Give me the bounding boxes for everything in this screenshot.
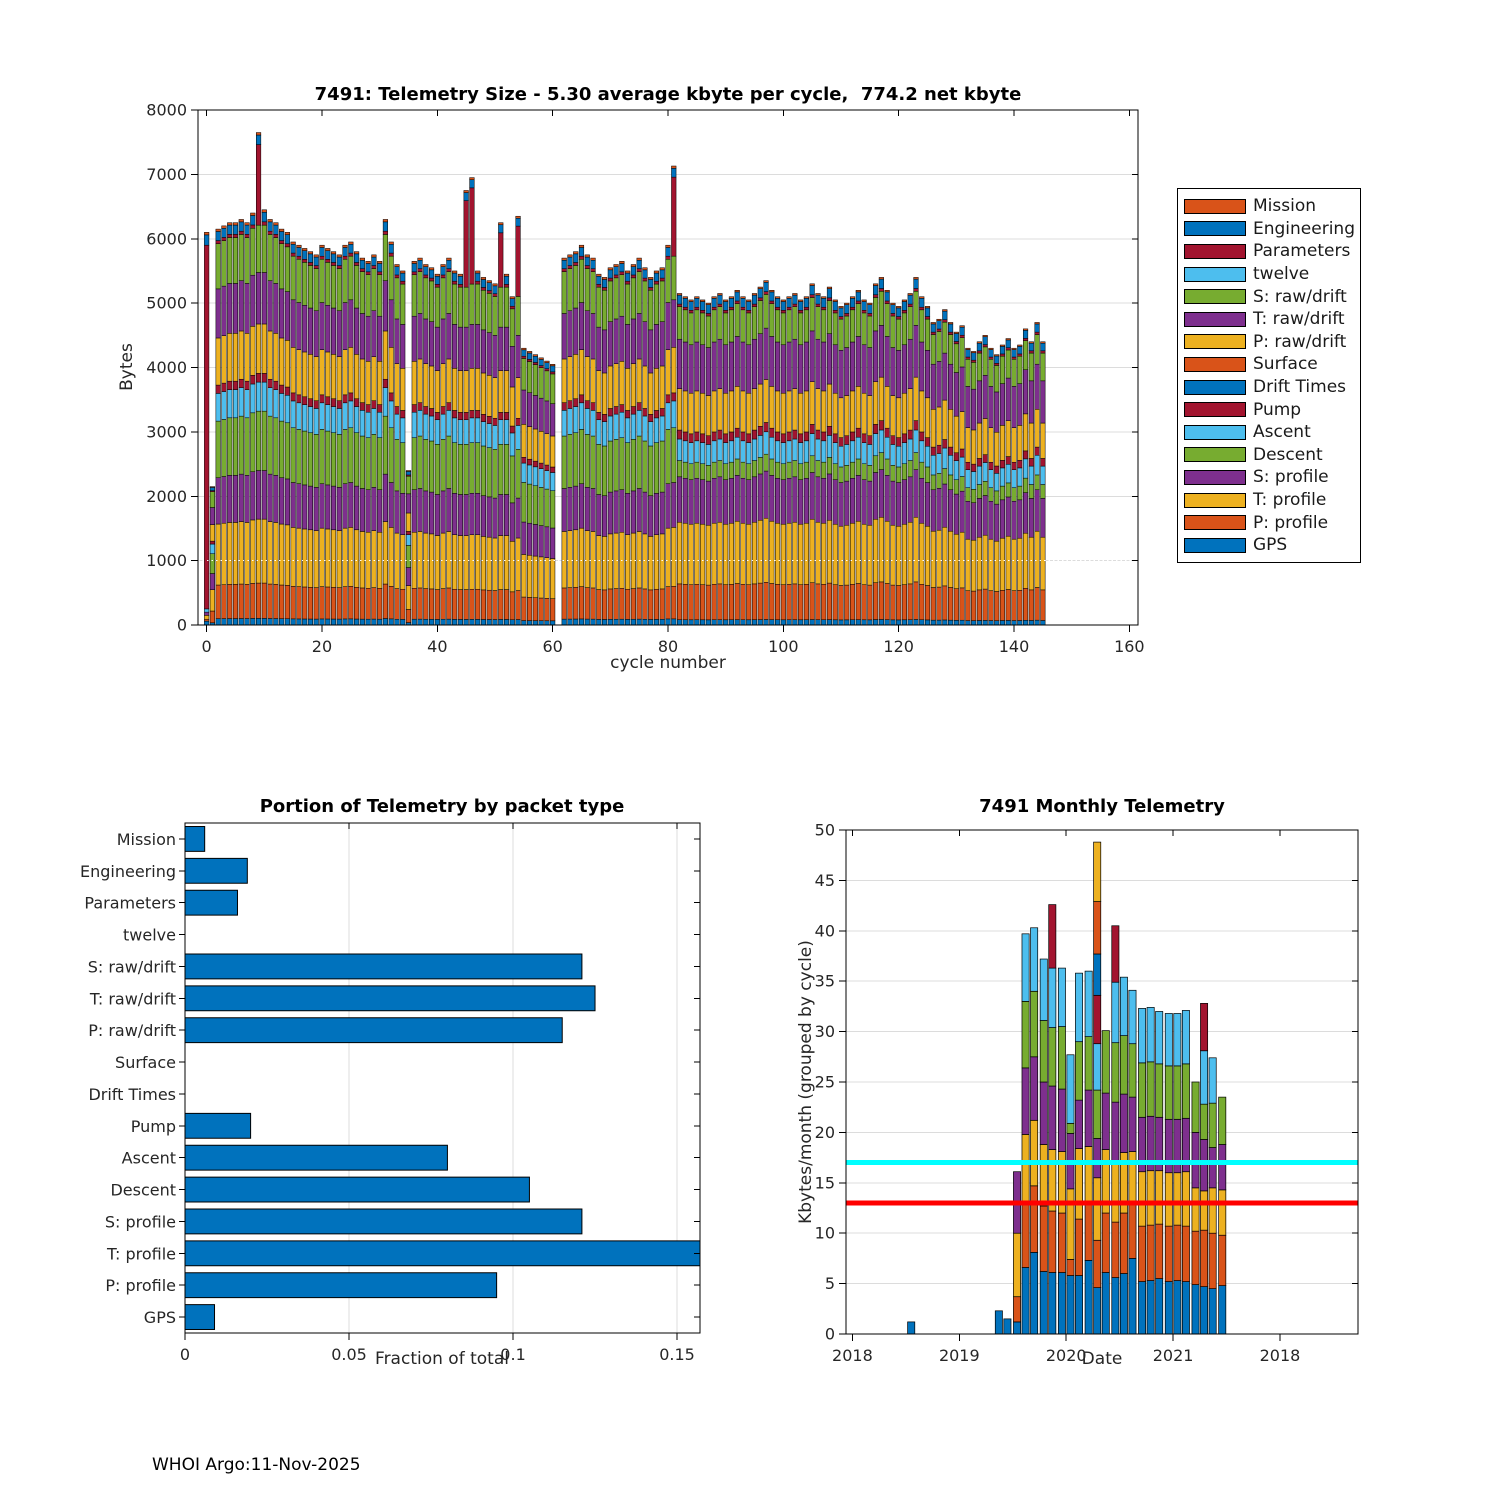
svg-text:5: 5 [824, 1274, 835, 1294]
footer-text: WHOI Argo:11-Nov-2025 [152, 1455, 361, 1475]
legend-label: Drift Times [1253, 377, 1347, 398]
svg-text:S: raw/drift: S: raw/drift [87, 957, 176, 977]
svg-text:2019: 2019 [938, 1346, 980, 1365]
svg-text:80: 80 [657, 637, 679, 656]
svg-text:50: 50 [814, 820, 835, 840]
telemetry-bars [198, 133, 1138, 625]
svg-text:8000: 8000 [146, 100, 187, 120]
svg-text:S: profile: S: profile [104, 1212, 176, 1232]
svg-text:3000: 3000 [146, 422, 187, 442]
legend-item [1184, 218, 1356, 241]
legend-swatch [1184, 402, 1246, 417]
svg-text:0.15: 0.15 [659, 1345, 695, 1364]
svg-text:2018: 2018 [832, 1346, 873, 1365]
svg-text:Descent: Descent [110, 1180, 176, 1200]
svg-text:0: 0 [179, 1345, 191, 1364]
svg-text:7000: 7000 [146, 164, 187, 184]
svg-text:120: 120 [883, 637, 914, 656]
legend-item [1184, 511, 1356, 534]
legend-swatch [1184, 267, 1246, 282]
svg-text:30: 30 [814, 1022, 835, 1042]
fraction-axis-label: Fraction of total [375, 1349, 509, 1369]
legend-swatch [1184, 470, 1246, 485]
legend-swatch [1184, 244, 1246, 259]
monthly-title: 7491 Monthly Telemetry [979, 796, 1225, 817]
legend-item [1184, 534, 1356, 557]
kbytes-axis-label: Kbytes/month (grouped by cycle) [796, 940, 816, 1224]
svg-text:2020: 2020 [1045, 1346, 1087, 1365]
svg-text:160: 160 [1114, 637, 1145, 656]
legend-item [1184, 489, 1356, 512]
legend-swatch [1184, 289, 1246, 304]
legend-label: P: raw/drift [1253, 331, 1347, 352]
legend-item [1184, 353, 1356, 376]
svg-text:0: 0 [824, 1324, 835, 1344]
svg-text:T: profile: T: profile [106, 1244, 176, 1264]
legend-item [1184, 376, 1356, 399]
svg-text:GPS: GPS [143, 1308, 176, 1328]
svg-text:15: 15 [814, 1173, 835, 1193]
legend-swatch [1184, 380, 1246, 395]
legend-item [1184, 240, 1356, 263]
legend-swatch [1184, 221, 1246, 236]
svg-text:100: 100 [768, 637, 799, 656]
svg-text:25: 25 [814, 1072, 835, 1092]
svg-text:P: profile: P: profile [105, 1276, 176, 1296]
legend-label: Engineering [1253, 218, 1355, 239]
legend-swatch [1184, 493, 1246, 508]
legend-item [1184, 466, 1356, 489]
svg-text:Engineering: Engineering [80, 861, 176, 881]
svg-text:5000: 5000 [146, 293, 187, 313]
legend-item [1184, 444, 1356, 467]
legend-swatch [1184, 447, 1246, 462]
legend-item [1184, 308, 1356, 331]
legend-swatch [1184, 538, 1246, 553]
svg-text:Mission: Mission [116, 829, 176, 849]
legend-label: GPS [1253, 535, 1288, 556]
legend-label: twelve [1253, 264, 1310, 285]
legend-item [1184, 195, 1356, 218]
svg-text:2018: 2018 [1259, 1346, 1301, 1365]
cycle-number-axis-label: cycle number [610, 653, 726, 673]
legend-item [1184, 331, 1356, 354]
legend-label: Parameters [1253, 241, 1351, 262]
date-axis-label: Date [1081, 1349, 1123, 1369]
legend-label: Descent [1253, 444, 1323, 465]
svg-text:0: 0 [176, 615, 187, 635]
legend-swatch [1184, 334, 1246, 349]
svg-text:6000: 6000 [146, 229, 187, 249]
svg-text:40: 40 [814, 921, 835, 941]
svg-text:10: 10 [814, 1223, 835, 1243]
legend-label: S: raw/drift [1253, 286, 1347, 307]
legend-swatch [1184, 425, 1246, 440]
legend-swatch [1184, 199, 1246, 214]
svg-text:140: 140 [998, 637, 1030, 656]
svg-text:0.1: 0.1 [500, 1345, 526, 1364]
legend-label: T: raw/drift [1253, 309, 1345, 330]
legend-label: Surface [1253, 354, 1318, 375]
svg-text:2000: 2000 [146, 486, 187, 506]
svg-text:40: 40 [427, 637, 448, 656]
svg-text:Pump: Pump [130, 1116, 176, 1136]
svg-text:20: 20 [814, 1122, 835, 1142]
svg-text:Drift Times: Drift Times [88, 1084, 176, 1104]
legend-swatch [1184, 515, 1246, 530]
monthly-bars [908, 842, 1226, 1334]
legend-label: Ascent [1253, 422, 1311, 443]
legend-label: Mission [1253, 196, 1317, 217]
svg-text:P: raw/drift: P: raw/drift [88, 1021, 176, 1041]
legend-item [1184, 263, 1356, 286]
svg-text:20: 20 [311, 637, 333, 656]
svg-text:4000: 4000 [146, 358, 187, 377]
legend-label: P: profile [1253, 512, 1329, 533]
legend-item [1184, 421, 1356, 444]
svg-text:Ascent: Ascent [121, 1148, 176, 1168]
legend-label: S: profile [1253, 467, 1329, 488]
svg-text:twelve: twelve [123, 925, 176, 945]
svg-text:2021: 2021 [1152, 1346, 1194, 1365]
legend-label: T: profile [1253, 490, 1327, 511]
svg-text:Surface: Surface [115, 1053, 176, 1073]
svg-text:0: 0 [201, 637, 212, 656]
telemetry-size-title: 7491: Telemetry Size - 5.30 average kbyte per cycle, 774.2 net kbyte [314, 84, 1022, 105]
legend-label: Pump [1253, 399, 1302, 420]
svg-text:Parameters: Parameters [84, 893, 176, 913]
legend [1177, 188, 1361, 563]
legend-item [1184, 285, 1356, 308]
svg-text:45: 45 [814, 870, 835, 890]
svg-text:35: 35 [814, 971, 835, 991]
legend-item [1184, 398, 1356, 421]
svg-text:60: 60 [542, 637, 563, 656]
legend-swatch [1184, 312, 1246, 327]
svg-text:1000: 1000 [146, 551, 187, 571]
bytes-axis-label: Bytes [117, 343, 137, 391]
svg-text:0.05: 0.05 [331, 1345, 367, 1364]
portion-bars [185, 827, 700, 1330]
portion-title: Portion of Telemetry by packet type [259, 796, 625, 817]
legend-swatch [1184, 357, 1246, 372]
svg-text:T: raw/drift: T: raw/drift [89, 989, 176, 1009]
